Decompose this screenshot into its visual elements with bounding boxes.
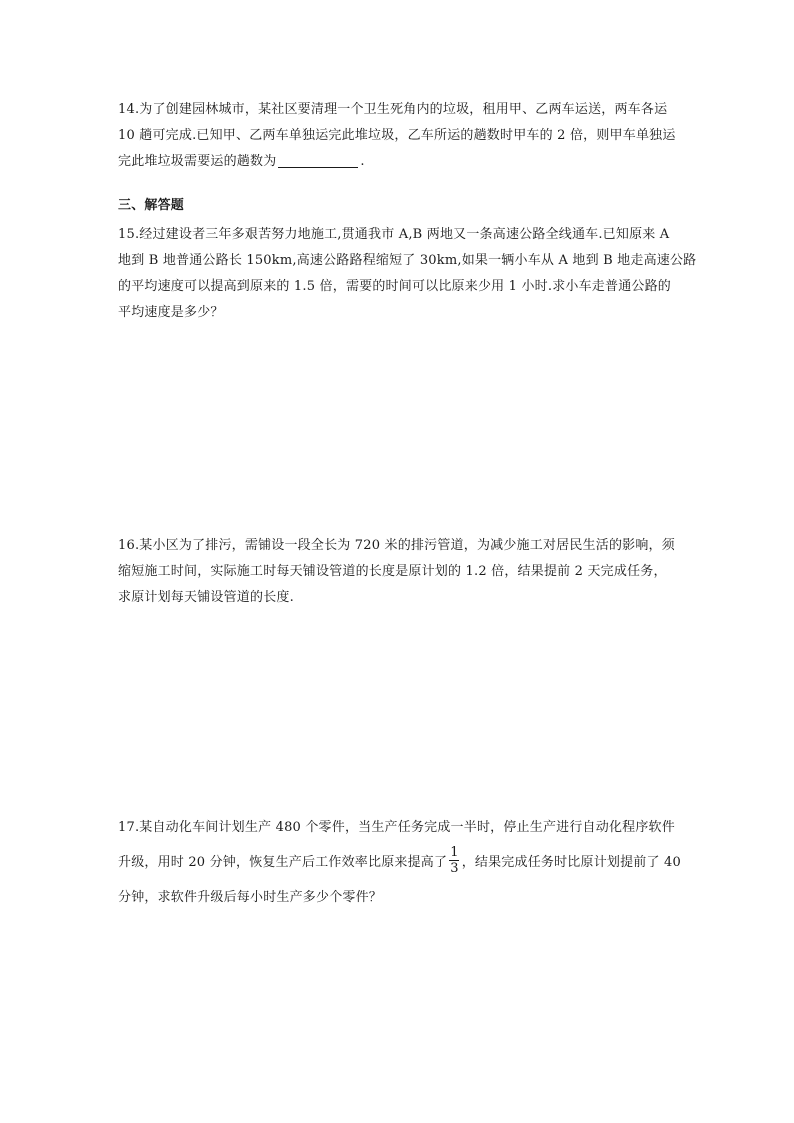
question-17-line-3: 分钟，求软件升级后每小时生产多少个零件？	[118, 890, 383, 905]
question-15-line-3: 的平均速度可以提高到原来的 1.5 倍，需要的时间可以比原来少用 1 小时.求小车走普通公路的	[118, 279, 672, 294]
question-16-line-2: 缩短施工时间，实际施工时每天铺设管道的长度是原计划的 1.2 倍，结果提前 2 天完成任务，	[118, 564, 667, 579]
question-14	[118, 97, 708, 175]
question-14-line-3	[118, 149, 708, 175]
question-14-line-3-end: .	[360, 154, 365, 169]
question-14-line-1: 14.为了创建园林城市，某社区要清理一个卫生死角内的垃圾，租用甲、乙两车运送，两车各运	[118, 102, 668, 117]
question-16-line-3: 求原计划每天铺设管道的长度.	[118, 590, 294, 605]
fraction-one-third	[449, 846, 459, 875]
question-16	[118, 533, 708, 611]
question-17-line-1: 17.某自动化车间计划生产 480 个零件，当生产任务完成一半时，停止生产进行自动化程序软件	[118, 820, 675, 835]
question-17-line-2-end: ，结果完成任务时比原计划提前了 40	[461, 855, 681, 870]
question-15-line-2: 地到 B 地普通公路长 150km,高速公路路程缩短了 30km,如果一辆小车从 A 地到 B 地走高速公路	[118, 253, 697, 268]
section-heading	[118, 193, 708, 219]
question-15-line-1: 15.经过建设者三年多艰苦努力地施工,贯通我市 A,B 两地又一条高速公路全线通车.已知原来 A	[118, 227, 670, 242]
fraction-denominator: 3	[450, 861, 459, 876]
question-15	[118, 222, 708, 326]
section-title: 三、解答题	[118, 198, 185, 213]
question-16-line-1: 16.某小区为了排污，需铺设一段全长为 720 米的排污管道，为减少施工对居民生活的影响，须	[118, 538, 675, 553]
question-17	[118, 815, 708, 911]
answer-blank	[278, 151, 358, 168]
question-17-line-2	[118, 841, 708, 885]
question-17-line-2-text: 升级，用时 20 分钟，恢复生产后工作效率比原来提高了	[118, 855, 448, 870]
question-14-line-2: 10 趟可完成.已知甲、乙两车单独运完此堆垃圾，乙车所运的趟数时甲车的 2 倍，则甲车单独运	[118, 128, 676, 143]
question-14-line-3-text: 完此堆垃圾需要运的趟数为	[118, 154, 277, 169]
question-15-line-4: 平均速度是多少？	[118, 305, 224, 320]
fraction-numerator: 1	[450, 845, 459, 860]
